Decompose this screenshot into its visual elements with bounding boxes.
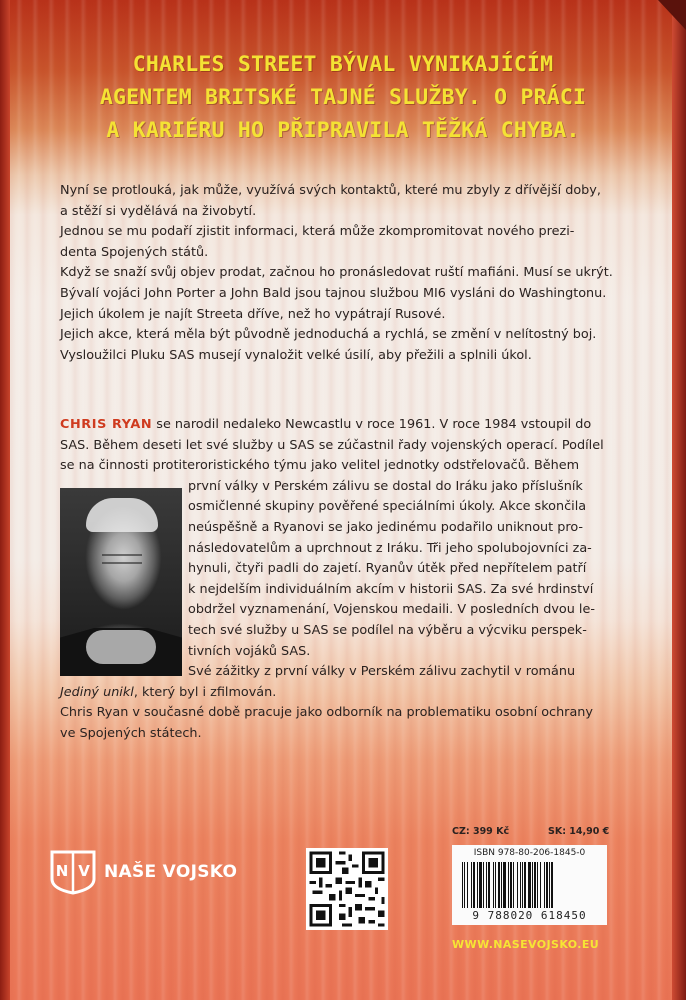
synopsis-line: Jejich úkolem je najít Streeta dříve, než ho vypátrají Rusové. (60, 306, 446, 322)
synopsis (60, 181, 630, 366)
logo-letter-v: V (78, 862, 90, 880)
synopsis-line: denta Spojených států. (60, 244, 209, 260)
synopsis-line: Když se snaží svůj objev prodat, začnou ho pronásledovat ruští mafiáni. Musí se ukrýt. (60, 265, 613, 281)
synopsis-line: Bývalí vojáci John Porter a John Bald jsou tajnou službou MI6 vysláni do Washingtonu. (60, 285, 607, 301)
novel-title: Jediný unikl (60, 684, 134, 700)
isbn-number: ISBN 978-80-206-1845-0 (473, 848, 586, 858)
bio-line: první války v Perském zálivu se dostal do Iráku jako příslušník (188, 478, 583, 494)
synopsis-line: Jednou se mu podaří zjistit informaci, která může zkompromitovat nového prezi- (60, 224, 575, 240)
author-name: CHRIS RYAN (60, 417, 153, 432)
synopsis-line: Jejich akce, která měla být původně jednoduchá a rychlá, se změní v nelítostný boj. (60, 327, 597, 343)
bio-line: následovatelům a uprchnout z Iráku. Tři jeho spolubojovníci za- (188, 540, 592, 556)
barcode-label (452, 845, 607, 925)
headline-line-2: AGENTEM BRITSKÉ TAJNÉ SLUŽBY. O PRÁCI (99, 85, 587, 110)
bio-line: obdržel vyznamenání, Vojenskou medaili. V posledních dvou le- (188, 602, 595, 618)
publisher-logo (48, 848, 237, 896)
barcode-icon (460, 862, 599, 908)
synopsis-line: Nyní se protlouká, jak může, využívá svých kontaktů, které mu zbyly z dřívější doby, (60, 183, 601, 198)
headline-line-1: CHARLES STREET BÝVAL VYNIKAJÍCÍM (132, 52, 554, 77)
bio-line: tivních vojáků SAS. (188, 643, 311, 659)
price-sk: SK: 14,90 € (548, 826, 610, 837)
photo-eyes (102, 554, 142, 564)
bio-line-text: , který byl i zfilmován. (133, 684, 277, 700)
bio-line: tech své služby u SAS se podílel na výběru a výcviku perspek- (188, 622, 587, 638)
headline-line-3: A KARIÉRU HO PŘIPRAVILA TĚŽKÁ CHYBA. (106, 118, 580, 143)
logo-letter-n: N (55, 862, 69, 880)
synopsis-line: Vysloužilci Pluku SAS musejí vynaložit velké úsilí, aby přežili a splnili úkol. (60, 347, 532, 363)
bio-line: osmičlenné skupiny pověřené speciálními úkoly. Akce skončila (188, 499, 587, 515)
qr-code (306, 848, 388, 930)
bio-line (60, 683, 630, 704)
bio-line: Své zážitky z první války v Perském zálivu zachytil v románu (188, 664, 576, 680)
bio-line: neúspěšně a Ryanovi se jako jedinému podařilo uniknout pro- (188, 519, 584, 535)
bio-line (60, 415, 630, 436)
photo-hair (86, 498, 158, 532)
cover-left-edge (0, 0, 10, 1000)
cover-right-edge (672, 0, 686, 1000)
bio-line-text: se narodil nedaleko Newcastlu v roce 1961. V roce 1984 vstoupil do (152, 417, 592, 432)
bio-line: ve Spojených státech. (60, 725, 202, 741)
publisher-name: NAŠE VOJSKO (104, 862, 238, 882)
bio-line: k nejdelším individuálním akcím v historii SAS. Za své hrdinství (188, 581, 594, 597)
publisher-emblem-icon (48, 849, 98, 895)
publisher-url: WWW.NASEVOJSKO.EU (452, 938, 600, 951)
bio-line: Chris Ryan v současné době pracuje jako odborník na problematiku osobní ochrany (60, 705, 593, 721)
bio-line: SAS. Během deseti let své služby u SAS se zúčastnil řady vojenských operací. Podílel (60, 437, 604, 453)
price-cz: CZ: 399 Kč (452, 826, 510, 837)
author-photo (60, 488, 182, 676)
synopsis-line: a stěží si vydělává na živobytí. (60, 203, 257, 219)
headline (60, 48, 626, 147)
bio-line: hynuli, čtyři padli do zajetí. Ryanův útěk před nepřítelem patří (188, 561, 587, 577)
photo-hands (86, 630, 156, 664)
bio-line: se na činnosti protiteroristického týmu jako velitel jednotky odstřelovačů. Během (60, 458, 580, 474)
ean-digits: 9 788020 618450 (472, 909, 587, 922)
